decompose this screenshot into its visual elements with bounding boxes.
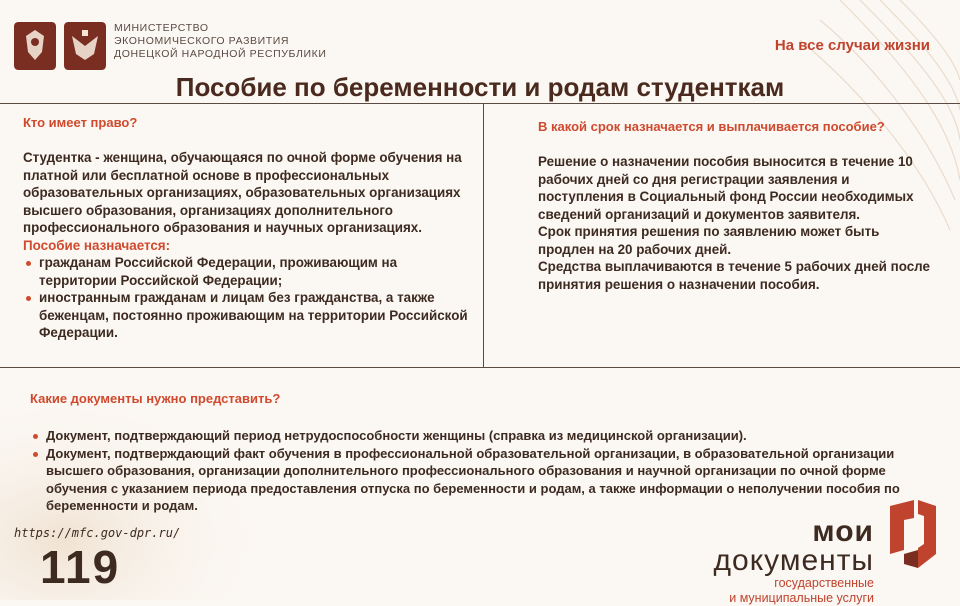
my-documents-logo-text: [713, 515, 875, 606]
logo-line: документы: [713, 544, 874, 577]
list-item: гражданам Российской Федерации, проживающим на территории Российской Федерации;: [23, 254, 473, 289]
timing-paragraph: Срок принятия решения по заявлению может быть продлен на 20 рабочих дней.: [538, 224, 880, 257]
ministry-line: ДОНЕЦКОЙ НАРОДНОЙ РЕСПУБЛИКИ: [114, 48, 327, 60]
list-item: Документ, подтверждающий факт обучения в профессиональной образовательной организации, в образовательной организации высшего образования, организации дополнительного профессионального образования и научной организации по очной форме обучения с указанием периода предоставления отпуска по беременности и родам, а также информации о неполучении пособия по беременности и родам.: [30, 445, 930, 515]
divider-top: [0, 103, 960, 104]
eligibility-section: [23, 114, 473, 342]
documents-section: [30, 390, 930, 515]
documents-question: Какие документы нужно представить?: [30, 391, 281, 406]
my-documents-logo-icon: [884, 498, 942, 570]
assigned-label: Пособие назначается:: [23, 237, 171, 253]
logo-line: мои: [812, 515, 874, 548]
documents-list: [30, 427, 930, 515]
timing-paragraph: Средства выплачиваются в течение 5 рабочих дней после принятия решения о назначении пособия.: [538, 259, 930, 292]
list-item: Документ, подтверждающий период нетрудоспособности женщины (справка из медицинской организации).: [30, 427, 930, 445]
page-title: Пособие по беременности и родам студенткам: [175, 72, 785, 102]
eligibility-question: Кто имеет право?: [23, 115, 138, 130]
ministry-line: ЭКОНОМИЧЕСКОГО РАЗВИТИЯ: [114, 35, 290, 47]
divider-middle: [0, 367, 960, 368]
logo-subtitle: и муниципальные услуги: [729, 591, 874, 605]
timing-question: В какой срок назначается и выплачивается пособие?: [538, 119, 885, 134]
slogan: На все случаи жизни: [774, 37, 930, 54]
eligibility-text: Студентка - женщина, обучающаяся по очной форме обучения на платной или бесплатной основе в профессиональных образовательных организациях, образовательных организациях высшего образования, организациях дополнительного профессионального образования и научных организациях.: [23, 150, 462, 235]
ministry-name: [114, 22, 326, 61]
timing-paragraph: Решение о назначении пособия выносится в течение 10 рабочих дней со дня регистрации заявления и поступления в Социальный фонд России необходимых сведений организаций и документов заявителя.: [538, 154, 914, 222]
page-number: 119: [40, 541, 121, 593]
divider-vertical: [483, 103, 484, 367]
logo-subtitle: государственные: [774, 576, 874, 590]
ministry-line: МИНИСТЕРСТВО: [114, 22, 209, 34]
ministry-emblem-icon: [64, 22, 106, 70]
dpr-coat-of-arms-icon: [14, 22, 56, 70]
timing-section: [538, 118, 938, 293]
list-item: иностранным гражданам и лицам без гражданства, а также беженцам, постоянно проживающим на территории Российской Федерации.: [23, 289, 473, 342]
assigned-list: [23, 254, 473, 342]
website-link[interactable]: https://mfc.gov-dpr.ru/: [14, 526, 181, 540]
